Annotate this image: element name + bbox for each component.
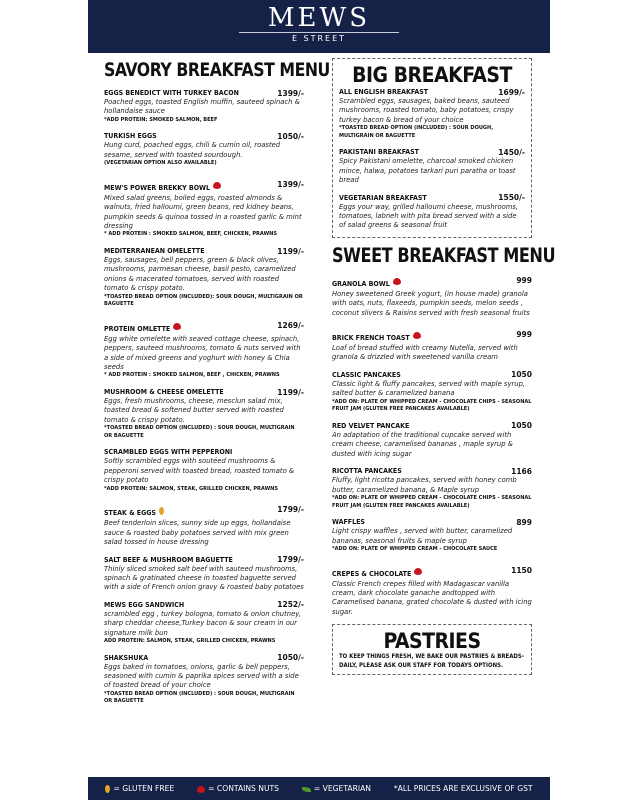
item-name: STEAK & EGGS: [104, 509, 156, 518]
logo: MEWS: [267, 3, 371, 33]
item-name: CREPES & CHOCOLATE: [332, 569, 412, 578]
item-description: Mixed salad greens, boiled eggs, roasted almonds & walnuts, fried halloumi, green beans, red kidney beans, pumpkin seeds & quinoa tossed in a roasted garlic & mint dressing: [104, 193, 302, 231]
menu-item: [332, 370, 532, 414]
item-price: 999: [516, 275, 532, 285]
logo-subtitle: E STREET: [239, 32, 399, 43]
header-banner: [88, 0, 550, 53]
legend-gluten-free-label: = GLUTEN FREE: [113, 784, 175, 793]
legend-vegetarian: [302, 784, 371, 793]
menu-item: [339, 87, 525, 140]
item-price: 1399/-: [277, 179, 304, 189]
item-name: CLASSIC PANCAKES: [332, 370, 401, 379]
wheat-icon: [159, 507, 164, 515]
item-description: Hung curd, poached eggs, chili & cumin oil, roasted sesame, served with toasted sourdough.: [104, 141, 281, 159]
item-description: Eggs, sausages, bell peppers, green & black olives, mushrooms, parmesan cheese, basil pesto, caramelized onions & macerated tomatoes, served with roasted tomato & crispy potato.: [104, 256, 296, 293]
chili-icon: [197, 786, 205, 793]
menu-item: [104, 88, 304, 124]
item-name: MEW'S POWER BREKKY BOWL: [104, 183, 211, 192]
legend-gluten-free: [105, 784, 174, 793]
savory-title: SAVORY BREAKFAST MENU: [104, 59, 330, 81]
menu-item: [104, 500, 304, 547]
item-description: Thinly sliced smoked salt beef with sauteed mushrooms, spinach & gratinated cheese in toasted baguette served with a side of French onion gravy & roasted baby potatoes: [104, 564, 304, 592]
item-name: BRICK FRENCH TOAST: [332, 334, 410, 343]
item-note: *ADD ON: PLATE OF WHIPPED CREAM - CHOCOLATE SAUCE: [332, 545, 498, 552]
item-description: Honey sweetened Greek yogurt, (in house made) granola with oats, nuts, flaxeeds, pumpkin seeds, melon seeds , coconut slivers & Raisins served with fresh seasonal fruits: [332, 289, 530, 317]
menu-item: [332, 466, 532, 510]
menu-item: [339, 147, 525, 185]
right-column: [332, 58, 556, 675]
item-price: 899: [516, 517, 532, 527]
item-price: 1199/-: [277, 246, 304, 256]
item-price: 1050: [511, 370, 532, 380]
item-price: 1150: [511, 565, 532, 575]
item-note: ADD PROTEIN: SALMON, STEAK, GRILLED CHICKEN, PRAWNS: [104, 637, 276, 644]
wheat-icon: [105, 785, 110, 793]
item-name: VEGETARIAN BREAKFAST: [339, 193, 427, 202]
item-name: GRANOLA BOWL: [332, 279, 390, 288]
item-description: Loaf of bread stuffed with creamy Nutella, served with granola & drizzled with sweetened vanilla cream: [332, 344, 518, 362]
item-note: *TOASTED BREAD OPTION (INCLUDED) : SOUR DOUGH, MULTIGRAIN OR BAGUETTE: [104, 425, 295, 439]
big-breakfast-title: BIG BREAKFAST: [352, 63, 512, 87]
chili-icon: [213, 182, 221, 189]
pastries-text: TO KEEP THINGS FRESH, WE BAKE OUR PASTRIES & BREADS- DAILY, PLEASE ASK OUR STAFF FOR TODAYS OPTIONS.: [339, 653, 525, 669]
menu-item: [332, 325, 532, 363]
item-price: 1050/-: [277, 131, 304, 141]
legend-contains-nuts-label: = CONTAINS NUTS: [208, 784, 279, 793]
item-name: MUSHROOM & CHEESE OMELETTE: [104, 388, 224, 397]
item-name: PROTEIN OMLETTE: [104, 324, 171, 333]
item-name: MEDITERRANEAN OMELETTE: [104, 247, 205, 256]
chili-icon: [173, 323, 181, 330]
item-price: 999: [516, 330, 532, 340]
item-description: scrambled egg , turkey bologna, tomato & onion chutney, sharp cheddar cheese,Turkey bacon & sour cream in our signature milk bun: [104, 609, 301, 637]
item-description: Light crispy waffles , served with butter, caramelized bananas, seasonal fruits & maple syrup: [332, 527, 513, 545]
item-description: Eggs, fresh mushrooms, cheese, mesclun salad mix, toasted bread & softened butter served with roasted tomato & crispy potato.: [104, 397, 284, 424]
item-price: 1699/-: [498, 87, 525, 97]
item-price: 1399/-: [277, 88, 304, 98]
item-description: Scrambled eggs, sausages, baked beans, sauteed mushrooms, roasted tomato, baby potatoes, crispy turkey bacon & bread of your choice: [339, 97, 514, 124]
item-price: 1252/-: [277, 600, 304, 610]
item-name: ALL ENGLISH BREAKFAST: [339, 88, 429, 96]
menu-item: [104, 600, 304, 646]
item-description: Eggs your way, grilled halloumi cheese, mushrooms, tomatoes, labneh with pita bread served with a side of salad greens & seasonal fruit: [339, 202, 519, 230]
menu-item: [104, 175, 304, 239]
item-price: 1050: [511, 421, 532, 431]
item-price: 1050/-: [277, 653, 304, 663]
chili-icon: [414, 568, 422, 575]
pastries-box: [332, 624, 532, 675]
savory-column: [104, 58, 330, 713]
item-note: *ADD PROTEIN: SMOKED SALMON, BEEF: [104, 116, 218, 123]
menu-item: [104, 316, 304, 380]
item-name: PAKISTANI BREAKFAST: [339, 148, 419, 157]
item-note: *ADD PROTEIN: SALMON, STEAK, GRILLED CHICKEN, PRAWNS: [104, 485, 278, 492]
item-note: * ADD PROTEIN : SMOKED SALMON, BEEF , CHICKEN, PRAWNS: [104, 372, 280, 379]
chili-icon: [413, 332, 421, 339]
item-note: *TOASTED BREAD OPTION (INCLUDED): SOUR DOUGH, MULTIGRAIN OR BAGUETTE: [104, 293, 303, 308]
item-note: *TOASTED BREAD OPTION (INCLUDED) : SOUR DOUGH, MULTIGRAIN OR BAGUETTE: [339, 125, 494, 139]
menu-item: [332, 271, 532, 318]
item-description: Softly scrambled eggs with soutéed mushrooms & pepperoni served with toasted bread, roasted tomato & crispy potato: [104, 457, 295, 485]
legend-contains-nuts: [197, 784, 279, 793]
item-description: Fluffy, light ricotta pancakes, served with honey comb butter, caramelized banana, & Maple syrup: [332, 476, 517, 494]
menu-item: [104, 653, 304, 706]
menu-item: [332, 561, 532, 618]
item-note: *ADD ON: PLATE OF WHIPPED CREAM - CHOCOLATE CHIPS - SEASONAL FRUIT JAM (GLUTEN FREE PANCAKES AVAILABLE): [332, 494, 532, 509]
item-note: * ADD PROTEIN : SMOKED SALMON, BEEF, CHICKEN, PRAWNS: [104, 231, 277, 238]
item-note: (VEGETARIAN OPTION ALSO AVAILABLE): [104, 160, 217, 167]
item-name: SALT BEEF & MUSHROOM BAGUETTE: [104, 555, 233, 564]
item-description: Eggs baked in tomatoes, onions, garlic & bell peppers, seasoned with cumin & paprika spices served with a side of toasted bread of your choice: [104, 662, 299, 690]
item-description: Egg white omelette with seared cottage cheese, spinach, peppers, sauteed mushrooms, tomato & nuts served with a side of mixed greens and yoghurt with honey & Chia seeds: [104, 334, 301, 372]
item-name: TURKISH EGGS: [104, 132, 157, 141]
item-name: MEWS EGG SANDWICH: [104, 600, 185, 609]
item-name: WAFFLES: [332, 518, 365, 527]
menu-item: [332, 421, 532, 459]
menu-item: [104, 246, 304, 309]
item-price: 1269/-: [277, 320, 304, 330]
menu-item: [104, 555, 304, 593]
menu-item: [339, 193, 525, 231]
item-name: RED VELVET PANCAKE: [332, 421, 410, 430]
menu-item: [104, 131, 304, 167]
item-name: SHAKSHUKA: [104, 653, 149, 662]
item-price: 1799/-: [277, 555, 304, 564]
leaf-icon: [302, 787, 311, 792]
item-note: *ADD ON: PLATE OF WHIPPED CREAM - CHOCOLATE CHIPS - SEASONAL FRUIT JAM (GLUTEN FREE PANCAKES AVAILABLE): [332, 398, 532, 413]
menu-item: [104, 387, 304, 440]
item-price: 1166: [511, 466, 532, 476]
big-breakfast-box: [332, 58, 532, 238]
sweet-title: SWEET BREAKFAST MENU: [332, 243, 556, 267]
item-price: 1550/-: [498, 193, 525, 203]
item-description: Beef tenderloin slices, sunny side up eggs, hollandaise sauce & roasted baby potatoes served with mix green salad tossed in house dressing: [104, 519, 291, 547]
item-description: Spicy Pakistani omelette, charcoal smoked chicken mince, halwa, potatoes tarkari puri paratha or toast bread: [339, 157, 516, 185]
item-name: EGGS BENEDICT WITH TURKEY BACON: [104, 89, 239, 97]
item-note: *TOASTED BREAD OPTION (INCLUDED) : SOUR DOUGH, MULTIGRAIN OR BAGUETTE: [104, 690, 295, 705]
pastries-title: PASTRIES: [383, 629, 481, 654]
item-description: Classic French crepes filled with Madagascar vanilla cream, dark chocolate ganache andtopped with Caramelised banana, grated chocolate & dusted with icing sugar.: [332, 579, 532, 616]
item-name: SCRAMBLED EGGS WITH PEPPERONI: [104, 448, 233, 457]
menu-item: [104, 447, 304, 493]
chili-icon: [393, 278, 401, 285]
item-price: 1799/-: [277, 505, 304, 515]
item-price: 1199/-: [277, 387, 304, 397]
footer-legend: [88, 777, 550, 800]
item-description: Poached eggs, toasted English muffin, sauteed spinach & hollandaise sauce: [104, 98, 300, 116]
legend-vegetarian-label: = VEGETARIAN: [313, 784, 371, 793]
item-description: An adaptation of the traditional cupcake served with cream cheese, caramelised bananas , maple syrup & dusted with icing sugar: [332, 430, 513, 458]
gst-note: *ALL PRICES ARE EXCLUSIVE OF GST: [393, 784, 533, 793]
item-description: Classic light & fluffy pancakes, served with maple syrup, salted butter & caramelized banana: [332, 379, 526, 398]
item-name: RICOTTA PANCAKES: [332, 467, 402, 476]
item-price: 1450/-: [498, 147, 525, 157]
menu-item: [332, 517, 532, 553]
